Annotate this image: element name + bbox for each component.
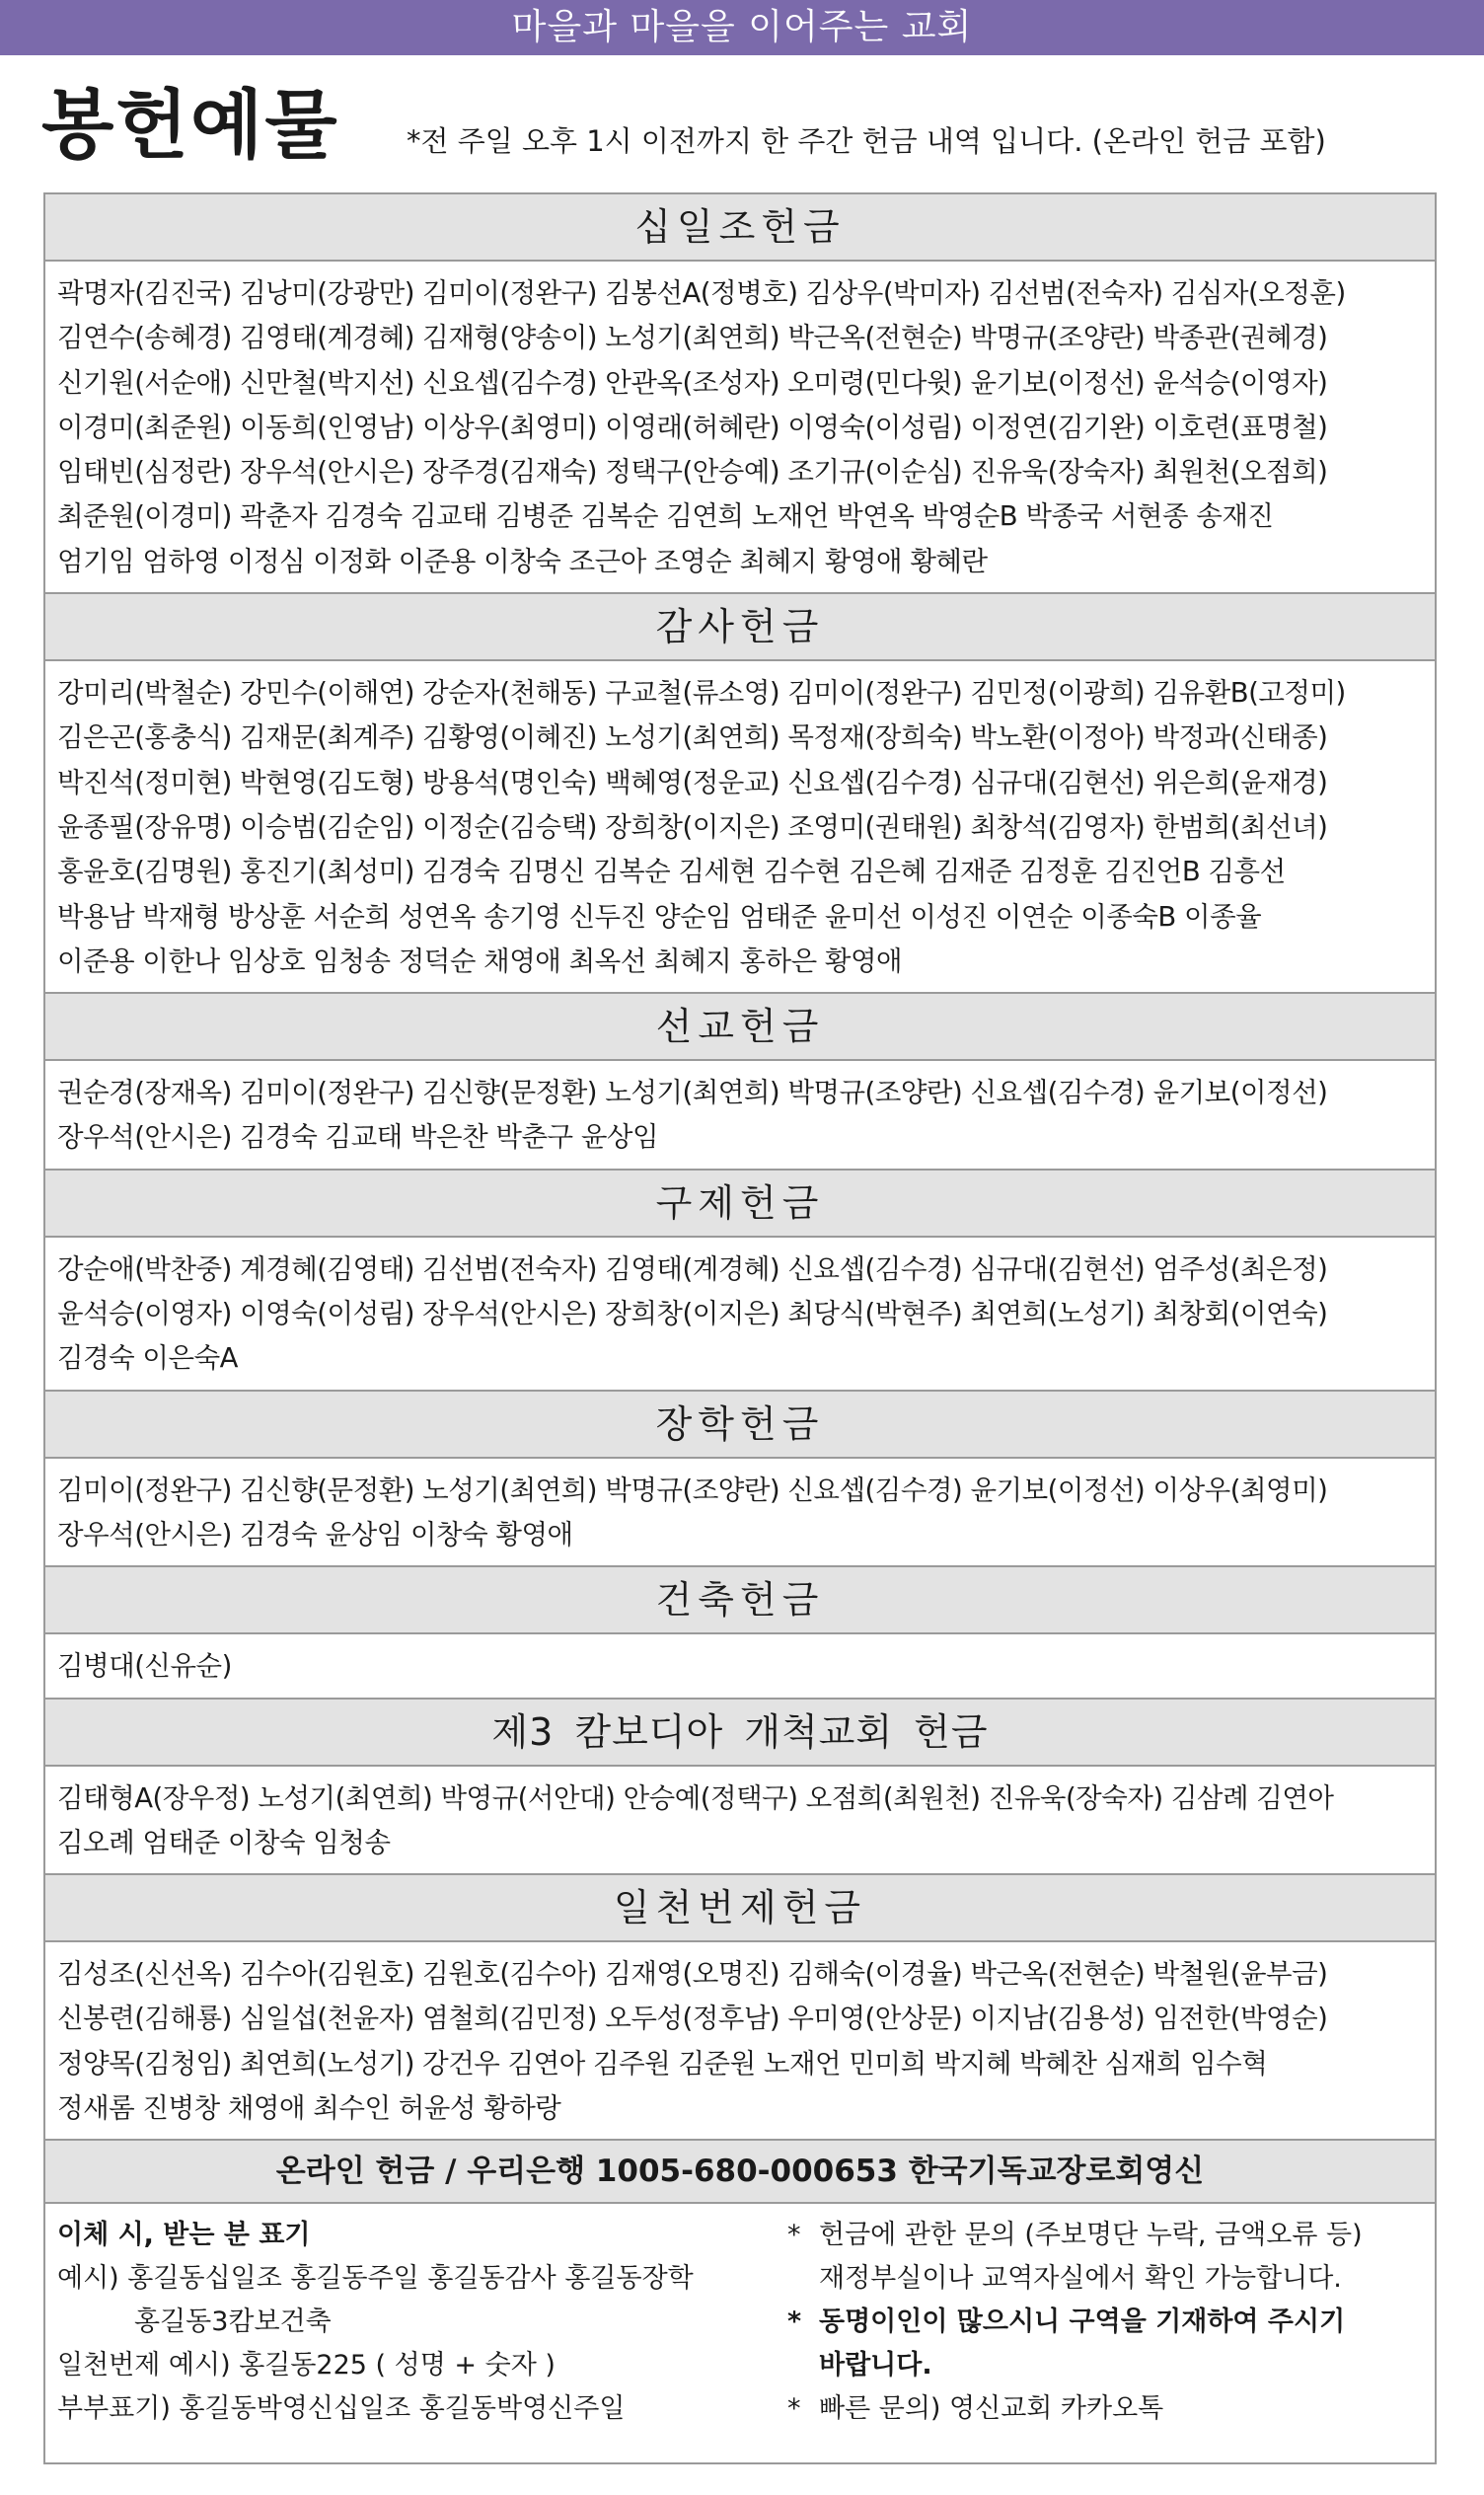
section-heading: 십일조헌금 [45, 194, 1435, 262]
notice-text-cont: 재정부실이나 교역자실에서 확인 가능합니다. [819, 2263, 1342, 2295]
transfer-guide [57, 2214, 817, 2431]
page-note: *전 주일 오후 1시 이전까지 한 주간 헌금 내역 입니다. (온라인 헌금 포함) [407, 124, 1326, 158]
name-line: 김성조(신선옥) 김수아(김원호) 김원호(김수아) 김재영(오명진) 김해숙(이경율) 박근옥(전현순) 박철원(윤부금) [57, 1958, 1328, 1991]
notice-item [787, 2387, 1429, 2431]
section-mission [45, 994, 1435, 1171]
name-list [45, 1767, 1435, 1876]
section-building [45, 1567, 1435, 1699]
name-list [45, 1634, 1435, 1699]
notice-text: 동명이인이 많으시니 구역을 기재하여 주시기 [819, 2306, 1346, 2338]
name-line: 강순애(박찬중) 계경혜(김영태) 김선범(전숙자) 김영태(계경혜) 신요셉(김수경) 심규대(김현선) 엄주성(최은정) [57, 1252, 1328, 1285]
name-line: 윤석승(이영자) 이영숙(이성림) 장우석(안시은) 장희창(이지은) 최당식(박현주) 최연희(노성기) 최창회(이연숙) [57, 1298, 1328, 1330]
notice-text: 헌금에 관한 문의 (주보명단 누락, 금액오류 등) [819, 2220, 1363, 2251]
section-thanks [45, 594, 1435, 994]
name-list [45, 661, 1435, 994]
bullet: * [787, 2393, 801, 2425]
name-line: 곽명자(김진국) 김낭미(강광만) 김미이(정완구) 김봉선A(정병호) 김상우(박미자) 김선범(전숙자) 김심자(오정훈) [57, 277, 1346, 309]
notice-text: 빠른 문의) 영신교회 카카오톡 [819, 2393, 1164, 2425]
notice-text-cont: 바랍니다. [819, 2350, 932, 2382]
name-line: 홍윤호(김명원) 홍진기(최성미) 김경숙 김명신 김복순 김세현 김수현 김은혜 김재준 김정훈 김진언B 김흥선 [57, 856, 1286, 888]
online-offering-heading: 온라인 헌금 / 우리은행 1005-680-000653 한국기독교장로회영신 [45, 2141, 1435, 2204]
transfer-guide-title: 이체 시, 받는 분 표기 [57, 2220, 311, 2251]
section-heading: 일천번제헌금 [45, 1875, 1435, 1942]
name-line: 김경숙 이은숙A [57, 1342, 238, 1375]
title-row [41, 71, 1443, 180]
name-line: 장우석(안시은) 김경숙 윤상임 이창숙 황영애 [57, 1518, 573, 1550]
top-banner: 마을과 마을을 이어주는 교회 [0, 0, 1484, 55]
offering-board [43, 192, 1437, 2464]
name-line: 강미리(박철순) 강민수(이해연) 강순자(천해동) 구교철(류소영) 김미이(정완구) 김민정(이광희) 김유환B(고정미) [57, 677, 1346, 710]
name-line: 김은곤(홍충식) 김재문(최계주) 김황영(이혜진) 노성기(최연희) 목정재(장희숙) 박노환(이정아) 박정과(신태종) [57, 721, 1328, 754]
bullet: * [787, 2306, 802, 2338]
section-tithe [45, 194, 1435, 594]
name-line: 김연수(송혜경) 김영태(계경혜) 김재형(양송이) 노성기(최연희) 박근옥(전현순) 박명규(조양란) 박종관(권혜경) [57, 322, 1328, 354]
name-line: 이경미(최준원) 이동희(인영남) 이상우(최영미) 이영래(허혜란) 이영숙(이성림) 이정연(김기완) 이호련(표명철) [57, 411, 1328, 443]
notice-item [787, 2214, 1429, 2257]
section-scholarship [45, 1392, 1435, 1568]
section-heading: 구제헌금 [45, 1171, 1435, 1238]
transfer-example-cont: 홍길동3캄보건축 [134, 2306, 332, 2338]
section-relief [45, 1171, 1435, 1392]
section-cambodia [45, 1700, 1435, 1876]
transfer-example: 예시) 홍길동십일조 홍길동주일 홍길동감사 홍길동장학 [57, 2263, 694, 2295]
name-line: 김오례 엄태준 이창숙 임청송 [57, 1826, 391, 1858]
notice-list [787, 2214, 1429, 2431]
name-line: 윤종필(장유명) 이승범(김순임) 이정순(김승택) 장희창(이지은) 조영미(권태원) 최창석(김영자) 한범희(최선녀) [57, 810, 1328, 843]
page-title: 봉헌예물 [41, 81, 339, 169]
name-list [45, 1942, 1435, 2141]
name-line: 정새롬 진병창 채영애 최수인 허윤성 황하랑 [57, 2092, 561, 2125]
bullet: * [787, 2220, 801, 2251]
name-line: 임태빈(심정란) 장우석(안시은) 장주경(김재숙) 정택구(안승예) 조기규(이순심) 진유욱(장숙자) 최원천(오점희) [57, 456, 1328, 489]
name-line: 박용남 박재형 방상훈 서순희 성연옥 송기영 신두진 양순임 엄태준 윤미선 이성진 이연순 이종숙B 이종율 [57, 900, 1262, 933]
online-info [45, 2204, 1435, 2462]
name-line: 신봉련(김해룡) 심일섭(천윤자) 염철희(김민정) 오두성(정후남) 우미영(안상문) 이지남(김용성) 임전한(박영순) [57, 2003, 1328, 2035]
section-heading: 감사헌금 [45, 594, 1435, 661]
name-line: 장우석(안시은) 김경숙 김교태 박은찬 박춘구 윤상임 [57, 1121, 659, 1154]
couple-example: 부부표기) 홍길동박영신십일조 홍길동박영신주일 [57, 2393, 626, 2425]
section-heading: 장학헌금 [45, 1392, 1435, 1459]
name-list [45, 1061, 1435, 1171]
name-line: 박진석(정미현) 박현영(김도형) 방용석(명인숙) 백혜영(정운교) 신요셉(김수경) 심규대(김현선) 위은희(윤재경) [57, 766, 1328, 798]
name-line: 정양목(김청임) 최연희(노성기) 강건우 김연아 김주원 김준원 노재언 민미희 박지혜 박혜찬 심재희 임수혁 [57, 2047, 1268, 2079]
name-list [45, 1459, 1435, 1568]
section-heading: 제3 캄보디아 개척교회 헌금 [45, 1700, 1435, 1767]
name-line: 김태형A(장우정) 노성기(최연희) 박영규(서안대) 안승예(정택구) 오점희(최원천) 진유욱(장숙자) 김삼례 김연아 [57, 1781, 1334, 1814]
section-thousand [45, 1875, 1435, 2141]
notice-item [787, 2301, 1429, 2344]
name-line: 이준용 이한나 임상호 임청송 정덕순 채영애 최옥선 최혜지 홍하은 황영애 [57, 945, 903, 977]
section-heading: 건축헌금 [45, 1567, 1435, 1634]
name-line: 최준원(이경미) 곽춘자 김경숙 김교태 김병준 김복순 김연희 노재언 박연옥 박영순B 박종국 서현종 송재진 [57, 500, 1274, 533]
name-line: 신기원(서순애) 신만철(박지선) 신요셉(김수경) 안관옥(조성자) 오미령(민다윗) 윤기보(이정선) 윤석승(이영자) [57, 366, 1328, 399]
name-line: 김미이(정완구) 김신향(문정환) 노성기(최연희) 박명규(조양란) 신요셉(김수경) 윤기보(이정선) 이상우(최영미) [57, 1474, 1328, 1506]
name-list [45, 1238, 1435, 1392]
thousand-example: 일천번제 예시) 홍길동225 ( 성명 + 숫자 ) [57, 2350, 556, 2382]
name-list [45, 262, 1435, 594]
section-heading: 선교헌금 [45, 994, 1435, 1061]
name-line: 권순경(장재옥) 김미이(정완구) 김신향(문정환) 노성기(최연희) 박명규(조양란) 신요셉(김수경) 윤기보(이정선) [57, 1077, 1328, 1109]
name-line: 엄기임 엄하영 이정심 이정화 이준용 이창숙 조근아 조영순 최혜지 황영애 황혜란 [57, 545, 988, 577]
name-line: 김병대(신유순) [57, 1650, 232, 1683]
